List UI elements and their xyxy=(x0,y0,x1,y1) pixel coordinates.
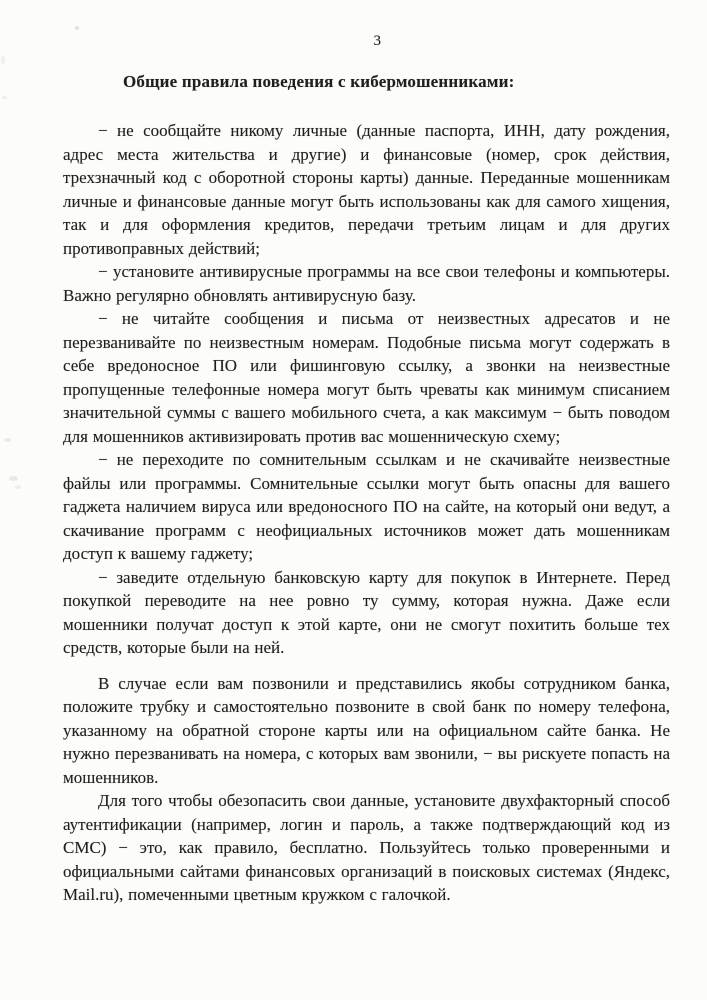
scan-speck xyxy=(4,438,11,442)
page-number: 3 xyxy=(373,33,382,49)
scan-speck xyxy=(75,26,79,30)
bullet-paragraph: − не сообщайте никому личные (данные паспорта, ИНН, дату рождения, адрес места жительства и другие) и финансовые (номер, срок действия, трехзначный код с оборотной стороны карты) данные. Переданные мошенникам личные и финансовые данные могут быть использованы как для самого хищения, так и для оформления кредитов, передачи третьим лицам и для других противоправных действий; xyxy=(63,121,670,258)
bullet-paragraph: − не переходите по сомнительным ссылкам и не скачивайте неизвестные файлы или программы. Сомнительные ссылки могут быть опасны для вашего гаджета наличием вируса или вредоносного ПО на сайте, на который они ведут, а скачивание программ с неофициальных источников может дать мошенникам доступ к вашему гаджету; xyxy=(63,450,670,563)
bullet-paragraph: − установите антивирусные программы на все свои телефоны и компьютеры. Важно регулярно обновлять антивирусную базу. xyxy=(63,262,670,305)
scan-speck xyxy=(2,96,7,99)
scan-speck xyxy=(9,476,18,481)
bullet-paragraph: − не читайте сообщения и письма от неизвестных адресатов и не перезванивайте по неизвестным номерам. Подобные письма могут содержать в себе вредоносное ПО или фишинговую ссылку, а звонки на неизвестные пропущенные телефонные номера могут быть чреваты как минимум списанием значительной суммы с вашего мобильного счета, а как максимум − быть поводом для мошенников активизировать против вас мошенническую схему; xyxy=(63,309,670,446)
paragraph: Для того чтобы обезопасить свои данные, установите двухфакторный способ аутентификации (например, логин и пароль, а также подтверждающий код из СМС) − это, как правило, бесплатно. Пользуйтесь только проверенными и официальными сайтами финансовых организаций в поисковых системах (Яндекс, Mail.ru), помеченными цветным кружком с галочкой. xyxy=(63,791,670,904)
bullet-paragraph: − заведите отдельную банковскую карту для покупок в Интернете. Перед покупкой переводите на нее ровно ту сумму, которая нужна. Даже если мошенники получат доступ к этой карте, они не смогут похитить больше тех средств, которые были на ней. xyxy=(63,567,670,657)
scan-speck xyxy=(1,55,5,65)
paragraph: В случае если вам позвонили и представились якобы сотрудником банка, положите трубку и самостоятельно позвоните в свой банк по номеру телефона, указанному на обратной стороне карты или на официальном сайте банка. Не нужно перезванивать на номера, с которых вам звонили, − вы рискуете попасть на мошенников. xyxy=(63,673,670,787)
scan-speck xyxy=(15,485,21,489)
document-heading: Общие правила поведения с кибермошенниками: xyxy=(123,72,515,91)
document-body xyxy=(63,70,670,907)
